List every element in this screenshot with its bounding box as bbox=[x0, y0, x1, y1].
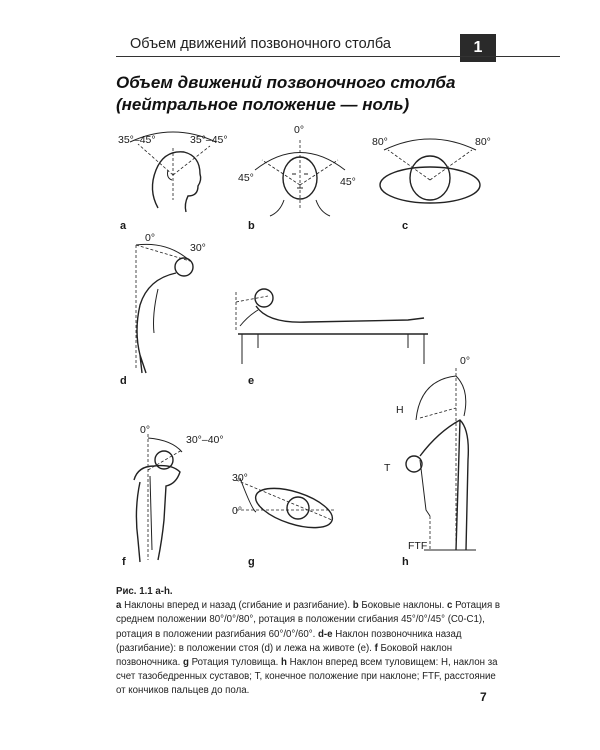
figure-d-standing-extension bbox=[118, 235, 218, 375]
figure-f-lateral-bending bbox=[118, 430, 228, 570]
figure-c-label: c bbox=[402, 220, 409, 232]
figure-b-angle-right: 45° bbox=[340, 176, 356, 188]
caption-text-c: Ротация в среднем положении 80°/0°/80°, ротация в положении сгибания 45°/0°/45° (C0-C1), ротация в положении разгибания 60°/0°/60°. bbox=[116, 600, 501, 640]
page-title-line-2: (нейтральное положение — ноль) bbox=[116, 95, 410, 114]
caption-text-g: Ротация туловища. bbox=[188, 657, 282, 669]
figure-f-angle-top: 0° bbox=[140, 424, 151, 436]
figure-c-angle-right: 80° bbox=[475, 136, 491, 148]
figure-e-prone-extension bbox=[228, 282, 438, 372]
caption-letter-c: c bbox=[447, 600, 453, 612]
caption-letter-g: g bbox=[182, 657, 189, 669]
figure-h-angle-top: 0° bbox=[460, 355, 471, 367]
caption-letter-f: f bbox=[374, 642, 378, 654]
caption-letter-b: b bbox=[352, 600, 359, 612]
figure-g-angle-top: 30° bbox=[232, 472, 248, 484]
figure-h-forward-bend bbox=[390, 360, 500, 555]
caption-letter-a: a bbox=[116, 600, 122, 612]
figure-c-head-top bbox=[370, 130, 490, 220]
page-title bbox=[116, 72, 455, 116]
figure-d-label: d bbox=[120, 375, 127, 387]
figure-e-label: e bbox=[248, 375, 255, 387]
page-number: 7 bbox=[480, 690, 487, 704]
caption-figure-ref: Рис. 1.1 a-h. bbox=[116, 586, 173, 597]
figure-b-label: b bbox=[248, 220, 255, 232]
figure-g-trunk-rotation bbox=[232, 470, 352, 550]
figure-d-angle-top: 0° bbox=[145, 232, 156, 244]
chapter-number-badge: 1 bbox=[460, 34, 496, 62]
page-title-line-1: Объем движений позвоночного столба bbox=[116, 73, 456, 92]
caption-letter-h: h bbox=[281, 657, 287, 669]
figure-h-label-FTF: FTF bbox=[408, 540, 428, 552]
figure-h-label-T: T bbox=[384, 462, 391, 474]
caption-letter-de: d-e bbox=[318, 628, 333, 640]
figure-g-label: g bbox=[248, 556, 255, 568]
figure-b-angle-left: 45° bbox=[238, 172, 254, 184]
header-rule bbox=[116, 56, 560, 57]
figure-g-angle-mid: 0° bbox=[232, 505, 243, 517]
figure-c-angle-left: 80° bbox=[372, 136, 388, 148]
figure-a-label: a bbox=[120, 220, 127, 232]
caption-text-b: Боковые наклоны. bbox=[358, 600, 445, 612]
figure-f-label: f bbox=[122, 556, 126, 568]
figure-a-angle-right: 35°–45° bbox=[190, 134, 228, 146]
figure-a-angle-left: 35°–45° bbox=[118, 134, 156, 146]
caption-text-f: Боковой наклон позвоночника. bbox=[116, 642, 453, 669]
figure-b-angle-top: 0° bbox=[294, 124, 305, 136]
figure-h-label-H: H bbox=[396, 404, 404, 416]
figure-b-head-front bbox=[240, 130, 360, 220]
figure-f-angle-right: 30°–40° bbox=[186, 434, 224, 446]
running-header-title: Объем движений позвоночного столба bbox=[130, 36, 391, 52]
caption-text-de: Наклон позвоночника назад (разгибание): в положении стоя (d) и лежа на животе (e). bbox=[116, 628, 462, 654]
caption-text-h: Наклон вперед всем туловищем: H, наклон за счет тазобедренных суставов; T, конечное положение при наклоне; FTF, расстояние от кончиков пальцев до пола. bbox=[116, 657, 498, 697]
figure-h-label: h bbox=[402, 556, 409, 568]
figure-d-angle-right: 30° bbox=[190, 242, 206, 254]
figure-caption bbox=[116, 585, 506, 699]
caption-text-a: Наклоны вперед и назад (сгибание и разгибание). bbox=[121, 600, 353, 612]
